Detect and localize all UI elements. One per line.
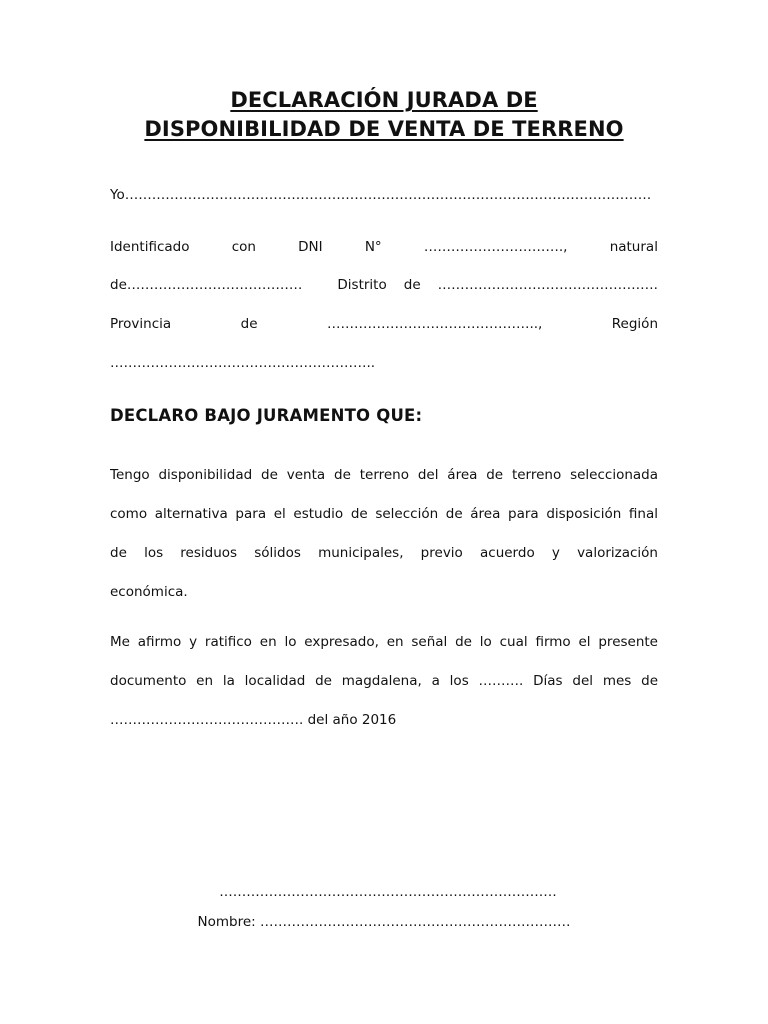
paragraph-2-line-2: documento en la localidad de magdalena, a los ………. Días del mes de (110, 673, 658, 689)
name-blank-line: Yo……………………………………………………………………………………………………… (110, 187, 652, 203)
district-row (110, 275, 658, 295)
dni-row (110, 237, 658, 257)
paragraph-1-line-4: económica. (110, 584, 188, 600)
paragraph-2-line-3: ……………………………………. del año 2016 (110, 712, 397, 728)
paragraph-2-line-1: Me afirmo y ratifico en lo expresado, en señal de lo cual firmo el presente (110, 634, 658, 650)
region-blank-line: ………………………………………………….. (110, 355, 376, 371)
paragraph-1-line-3: de los residuos sólidos municipales, previo acuerdo y valorización (110, 545, 658, 561)
paragraph-1-line-2: como alternativa para el estudio de selección de área para disposición final (110, 506, 658, 522)
title-line-1: DECLARACIÓN JURADA DE (230, 88, 538, 112)
declaration-heading: DECLARO BAJO JURAMENTO QUE: (110, 406, 423, 425)
dni-row-word-4: N° (364, 239, 382, 255)
dni-blank: …………………………., (423, 239, 568, 255)
document-title (110, 0, 658, 144)
paragraph-1 (110, 465, 658, 602)
signature-line: ………………………………………………………………… (219, 884, 557, 900)
dni-row-word-1: Identificado (110, 239, 190, 255)
district-blank: …………………………………………. (437, 277, 658, 293)
origin-blank: de………………………………… (110, 277, 303, 293)
signature-name: Nombre: …………………………………………………………… (197, 914, 571, 930)
province-word: Provincia (110, 316, 172, 332)
province-blank: ……………………………………….., (326, 316, 543, 332)
dni-row-word-6: natural (609, 239, 658, 255)
title-line-2: DISPONIBILIDAD DE VENTA DE TERRENO (144, 117, 624, 141)
identity-section (110, 185, 658, 373)
region-word: Región (611, 316, 658, 332)
dni-row-word-3: DNI (298, 239, 323, 255)
paragraph-1-line-1: Tengo disponibilidad de venta de terreno del área de terreno seleccionada (110, 467, 658, 483)
province-de-word: de (240, 316, 258, 332)
district-word: Distrito (337, 277, 387, 293)
district-de-word: de (403, 277, 421, 293)
dni-row-word-2: con (231, 239, 256, 255)
paragraph-2 (110, 632, 658, 730)
province-row (110, 314, 658, 334)
